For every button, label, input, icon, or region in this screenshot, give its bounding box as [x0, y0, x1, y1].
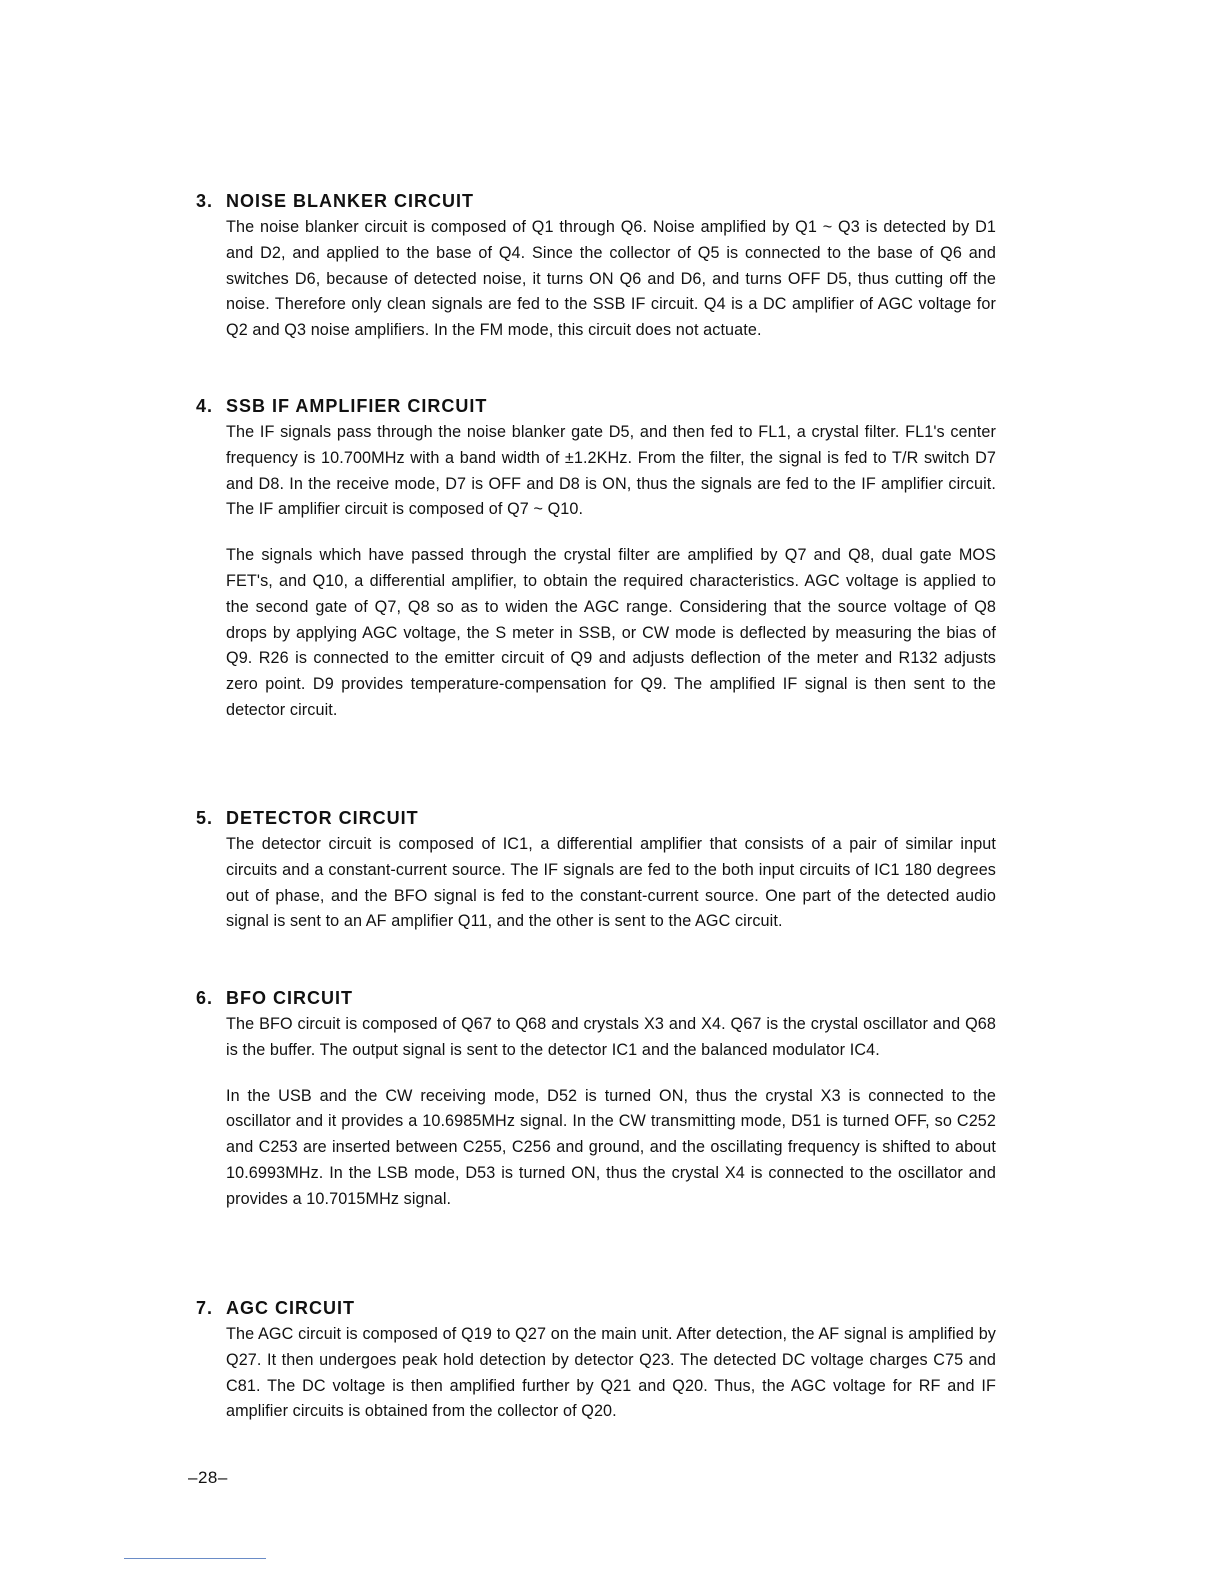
section-heading	[196, 394, 1006, 418]
section-paragraph: In the USB and the CW receiving mode, D52 is turned ON, thus the crystal X3 is connected to the oscillator and it provides a 10.6985MHz signal. In the CW transmitting mode, D51 is turned OFF, so C252 and C253 are inserted between C255, C256 and ground, and the oscillating frequency is shifted to about 10.6993MHz. In the LSB mode, D53 is turned ON, thus the crystal X4 is connected to the oscillator and provides a 10.7015MHz signal.	[226, 1086, 996, 1208]
section-paragraph: The IF signals pass through the noise blanker gate D5, and then fed to FL1, a crystal filter. FL1's center frequency is 10.700MHz with a band width of ±1.2KHz. From the filter, the signal is fed to T/R switch D7 and D8. In the receive mode, D7 is OFF and D8 is ON, thus the signals are fed to the IF amplifier circuit. The IF amplifier circuit is composed of Q7 ~ Q10.	[226, 423, 996, 519]
section-paragraph: The detector circuit is composed of IC1, a differential amplifier that consists of a pair of similar input circuits and a constant-current source. The IF signals are fed to the both input circuits of IC1 180 degrees out of phase, and the BFO signal is fed to the constant-current source. One part of the detected audio signal is sent to an AF amplifier Q11, and the other is sent to the AGC circuit.	[226, 835, 996, 931]
section-paragraph: The AGC circuit is composed of Q19 to Q27 on the main unit. After detection, the AF signal is amplified by Q27. It then undergoes peak hold detection by detector Q23. The detected DC voltage charges C75 and C81. The DC voltage is then amplified further by Q21 and Q20. Thus, the AGC voltage for RF and IF amplifier circuits is obtained from the collector of Q20.	[226, 1325, 996, 1421]
section-heading	[196, 806, 1006, 830]
section-number: 4.	[196, 396, 214, 416]
section-paragraph: The BFO circuit is composed of Q67 to Q68 and crystals X3 and X4. Q67 is the crystal oscillator and Q68 is the buffer. The output signal is sent to the detector IC1 and the balanced modulator IC4.	[226, 1015, 996, 1059]
section-paragraph: The signals which have passed through the crystal filter are amplified by Q7 and Q8, dual gate MOS FET's, and Q10, a differential amplifier, to obtain the required characteristics. AGC voltage is applied to the second gate of Q7, Q8 so as to widen the AGC range. Considering that the source voltage of Q8 drops by applying AGC voltage, the S meter in SSB, or CW mode is deflected by measuring the bias of Q9. R26 is connected to the emitter circuit of Q9 and adjusts deflection of the meter and R132 adjusts zero point. D9 provides temperature-compensation for Q9. The amplified IF signal is then sent to the detector circuit.	[226, 546, 996, 719]
section-heading	[196, 1296, 1006, 1320]
section-number: 6.	[196, 988, 214, 1008]
section-title: AGC CIRCUIT	[226, 1298, 355, 1318]
section-title: BFO CIRCUIT	[226, 988, 353, 1008]
section-number: 5.	[196, 808, 214, 828]
footer-divider	[124, 1558, 266, 1559]
section-title: NOISE BLANKER CIRCUIT	[226, 191, 475, 211]
section-paragraph: The noise blanker circuit is composed of Q1 through Q6. Noise amplified by Q1 ~ Q3 is detected by D1 and D2, and applied to the base of Q4. Since the collector of Q5 is connected to the base of Q6 and switches D6, because of detected noise, it turns ON Q6 and D6, and turns OFF D5, thus cutting off the noise. Therefore only clean signals are fed to the SSB IF circuit. Q4 is a DC amplifier of AGC voltage for Q2 and Q3 noise amplifiers. In the FM mode, this circuit does not actuate.	[226, 218, 996, 340]
section-detector	[196, 806, 1006, 935]
section-title: SSB IF AMPLIFIER CIRCUIT	[226, 396, 488, 416]
section-ssb-if-amplifier	[196, 394, 1006, 724]
section-heading	[196, 986, 1006, 1010]
page-number: –28–	[188, 1468, 228, 1487]
section-heading	[196, 189, 1006, 213]
section-agc	[196, 1296, 1006, 1425]
section-title: DETECTOR CIRCUIT	[226, 808, 419, 828]
section-noise-blanker	[196, 189, 1006, 344]
section-number: 7.	[196, 1298, 214, 1318]
section-number: 3.	[196, 191, 214, 211]
section-bfo	[196, 986, 1006, 1213]
